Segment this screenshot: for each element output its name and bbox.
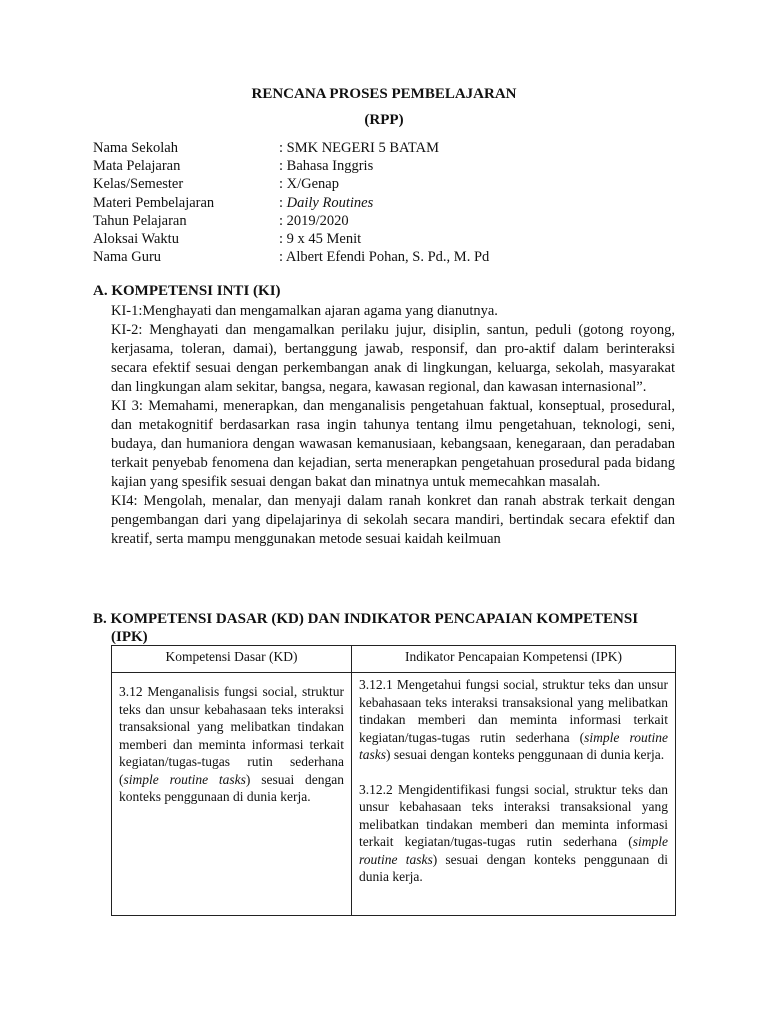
table-header-row [112,646,676,673]
info-value: : Albert Efendi Pohan, S. Pd., M. Pd [279,249,490,266]
kd-cell [112,673,352,916]
ki-3: KI 3: Memahami, menerapkan, dan menganalisis pengetahuan faktual, konseptual, prosedural, dan metakognitif berdasarkan rasa ingin tahunya tentang ilmu pengetahuan, teknologi, seni, budaya, dan humaniora dengan wawasan kemanusiaan, kebangsaan, kenegaraan, dan peradaban terkait penyebab fenomena dan kejadian, serta menerapkan pengetahuan prosedural pada bidang kajian yang spesifik sesuai dengan bakat dan minatnya untuk memecahkan masalah. [111,398,675,490]
ipk-item-2 [359,781,668,886]
info-row-year [93,212,489,230]
info-value: : X/Genap [279,176,339,193]
info-value: : 9 x 45 Menit [279,231,362,248]
info-key: Nama Guru [93,249,162,266]
info-value-italic: Daily Routines [286,194,374,211]
info-key: Mata Pelajaran [93,158,181,175]
section-b-heading-line1: B. KOMPETENSI DASAR (KD) DAN INDIKATOR PENCAPAIAN KOMPETENSI [93,611,639,627]
kd-text-italic: simple routine tasks [123,771,246,787]
kd-text-part: 3.12 Menganalisis fungsi social, struktur teks dan unsur kebahasaan teks interaksi transaksional yang melibatkan tindakan memberi dan meminta informasi terkait kegiatan/tugas-tugas rutin sederhana ( [119,684,344,787]
document-title: RENCANA PROSES PEMBELAJARAN [251,86,517,102]
ki-4: KI4: Mengolah, menalar, dan menyaji dalam ranah konkret dan ranah abstrak terkait dengan pengembangan dari yang dipelajarinya di sekolah secara mandiri, bertindak secara efektif dan kreatif, serta mampu menggunakan metode sesuai kaidah keilmuan [111,493,675,547]
kd-text [119,683,344,806]
section-a-heading: A. KOMPETENSI INTI (KI) [93,283,281,299]
section-b-heading-line2: (IPK) [111,629,148,645]
info-row-material [93,194,489,212]
info-row-school [93,139,489,157]
identity-table [93,139,489,266]
core-competence-list [111,302,675,549]
ipk-text-part: 3.12.2 Mengidentifikasi fungsi social, struktur teks dan unsur kebahasaan teks interaksi transaksional yang melibatkan tindakan memberi dan meminta informasi terkait kegiatan/tugas-tugas rutin sederhana ( [359,781,668,849]
ipk-column-header: Indikator Pencapaian Kompetensi (IPK) [352,646,676,673]
info-key: Nama Sekolah [93,140,178,156]
kd-ipk-table [111,645,676,916]
info-row-time [93,230,489,248]
ipk-text-part: ) sesuai dengan konteks penggunaan di dunia kerja. [359,851,668,884]
info-key: Aloksai Waktu [93,231,179,248]
info-value: : SMK NEGERI 5 BATAM [279,140,439,156]
section-b-heading [93,610,638,646]
kd-column-header: Kompetensi Dasar (KD) [112,646,352,673]
info-row-class [93,175,489,193]
ipk-cell [352,673,676,916]
ipk-text-italic: simple routine tasks [359,834,668,867]
info-value-prefix: : [279,194,287,211]
table-row [112,673,676,916]
ki-1: KI-1:Menghayati dan mengamalkan ajaran agama yang dianutnya. [111,303,498,319]
ki-2: KI-2: Menghayati dan mengamalkan perilaku jujur, disiplin, santun, peduli (gotong royong, kerjasama, toleran, damai), bertanggung jawab, responsif, dan pro-aktif dalam berinteraksi secara efektif sesuai dengan perkembangan anak di lingkungan, keluarga, sekolah, masyarakat dan lingkungan alam sekitar, bangsa, negara, kawasan regional, dan kawasan internasional”. [111,322,675,395]
info-value: : Bahasa Inggris [279,158,374,175]
ipk-item-1 [359,676,668,764]
info-value [279,194,373,212]
info-key: Materi Pembelajaran [93,194,215,211]
ipk-text-part: ) sesuai dengan konteks penggunaan di dunia kerja. [386,747,665,762]
kd-text-part: ) sesuai dengan konteks penggunaan di dunia kerja. [119,771,344,804]
ipk-text-italic: simple routine tasks [359,729,668,762]
info-key: Kelas/Semester [93,176,184,193]
ipk-text-part: 3.12.1 Mengetahui fungsi social, struktur teks dan unsur kebahasaan teks interaksi transaksional yang melibatkan tindakan memberi dan meminta informasi terkait kegiatan/tugas-tugas rutin sederhana ( [359,677,668,745]
document-subtitle: (RPP) [364,112,404,128]
info-row-subject [93,157,489,175]
info-row-teacher [93,248,489,266]
info-key: Tahun Pelajaran [93,212,187,229]
info-value: : 2019/2020 [279,212,349,229]
